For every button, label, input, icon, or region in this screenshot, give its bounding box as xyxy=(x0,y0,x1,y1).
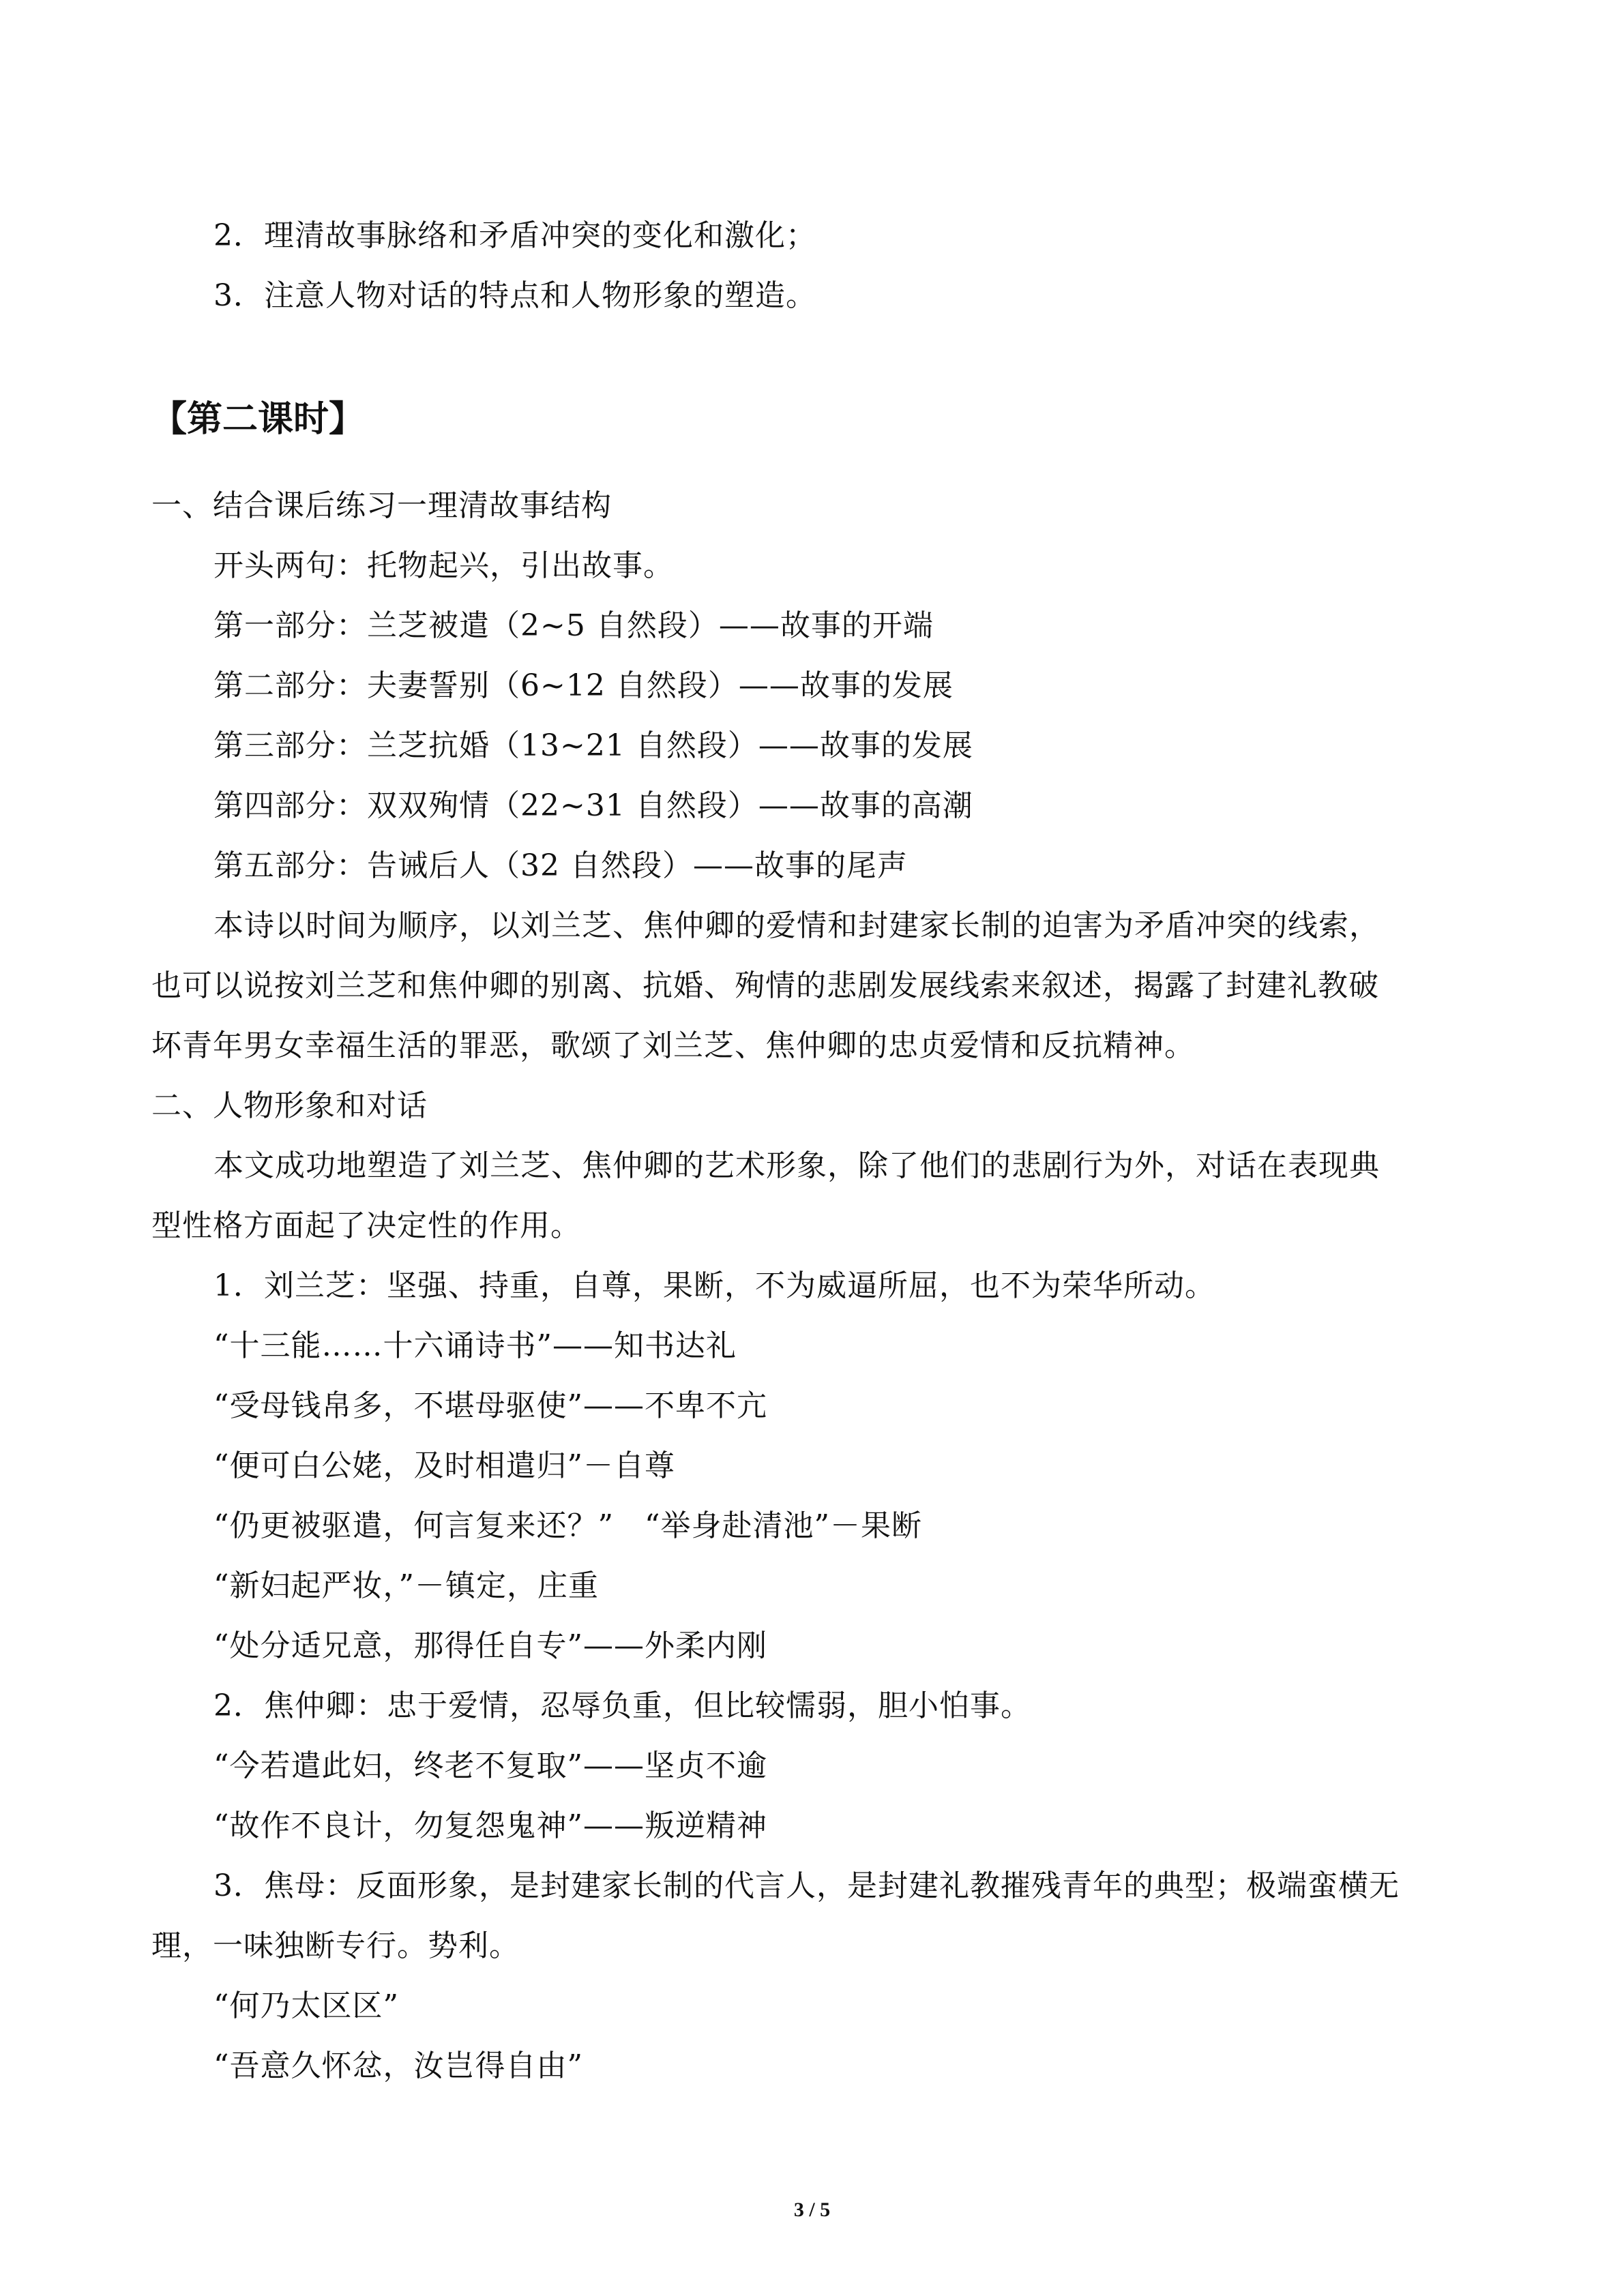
quote-line: “新妇起严妆，”－镇定，庄重 xyxy=(213,1568,599,1603)
objective-item-2: 2．理清故事脉络和矛盾冲突的变化和激化； xyxy=(213,218,816,253)
intro-paragraph-line: 型性格方面起了决定性的作用。 xyxy=(151,1208,581,1243)
structure-line: 第二部分：夫妻誓别（6~12 自然段）——故事的发展 xyxy=(213,668,954,703)
quote-line: “十三能……十六诵诗书”——知书达礼 xyxy=(213,1328,737,1363)
quote-line: “便可白公姥，及时相遣归”－自尊 xyxy=(213,1448,675,1483)
page-number: 3 / 5 xyxy=(793,2198,831,2221)
structure-line: 第三部分：兰芝抗婚（13~21 自然段）——故事的发展 xyxy=(213,728,973,763)
quote-line: “何乃太区区” xyxy=(213,1988,399,2023)
quote-line: “处分适兄意，那得任自专”——外柔内刚 xyxy=(213,1628,767,1663)
quote-line: “故作不良计，勿复怨鬼神”——叛逆精神 xyxy=(213,1808,767,1843)
structure-line: 第四部分：双双殉情（22~31 自然段）——故事的高潮 xyxy=(213,788,973,823)
summary-paragraph-line: 也可以说按刘兰芝和焦仲卿的别离、抗婚、殉情的悲剧发展线索来叙述，揭露了封建礼教破 xyxy=(151,968,1379,1003)
structure-line: 开头两句：托物起兴，引出故事。 xyxy=(213,548,674,583)
liu-lanzhi-heading: 1．刘兰芝：坚强、持重，自尊，果断，不为威逼所屈，也不为荣华所动。 xyxy=(213,1268,1215,1303)
jiao-mother-continued: 理，一味独断专行。势利。 xyxy=(151,1928,520,1963)
objective-item-3: 3．注意人物对话的特点和人物形象的塑造。 xyxy=(213,278,816,313)
part2-title: 二、人物形象和对话 xyxy=(151,1088,428,1123)
section-heading: 【第二课时】 xyxy=(151,399,365,440)
quote-line: “今若遣此妇，终老不复取”——坚贞不逾 xyxy=(213,1748,767,1783)
jiao-mother-heading: 3．焦母：反面形象，是封建家长制的代言人，是封建礼教摧残青年的典型；极端蛮横无 xyxy=(213,1868,1400,1903)
quote-line: “仍更被驱遣，何言复来还？” “举身赴清池”－果断 xyxy=(213,1508,922,1543)
jiao-zhongqing-heading: 2．焦仲卿：忠于爱情，忍辱负重，但比较懦弱，胆小怕事。 xyxy=(213,1688,1031,1723)
summary-paragraph-line: 本诗以时间为顺序，以刘兰芝、焦仲卿的爱情和封建家长制的迫害为矛盾冲突的线索， xyxy=(213,908,1380,943)
quote-line: “吾意久怀忿，汝岂得自由” xyxy=(213,2048,583,2083)
structure-line: 第一部分：兰芝被遣（2~5 自然段）——故事的开端 xyxy=(213,608,934,643)
part1-title: 一、结合课后练习一理清故事结构 xyxy=(151,488,612,523)
intro-paragraph-line: 本文成功地塑造了刘兰芝、焦仲卿的艺术形象，除了他们的悲剧行为外，对话在表现典 xyxy=(213,1148,1380,1183)
summary-paragraph-line: 坏青年男女幸福生活的罪恶，歌颂了刘兰芝、焦仲卿的忠贞爱情和反抗精神。 xyxy=(151,1028,1195,1063)
structure-line: 第五部分：告诫后人（32 自然段）——故事的尾声 xyxy=(213,848,908,883)
quote-line: “受母钱帛多，不堪母驱使”——不卑不亢 xyxy=(213,1388,767,1423)
